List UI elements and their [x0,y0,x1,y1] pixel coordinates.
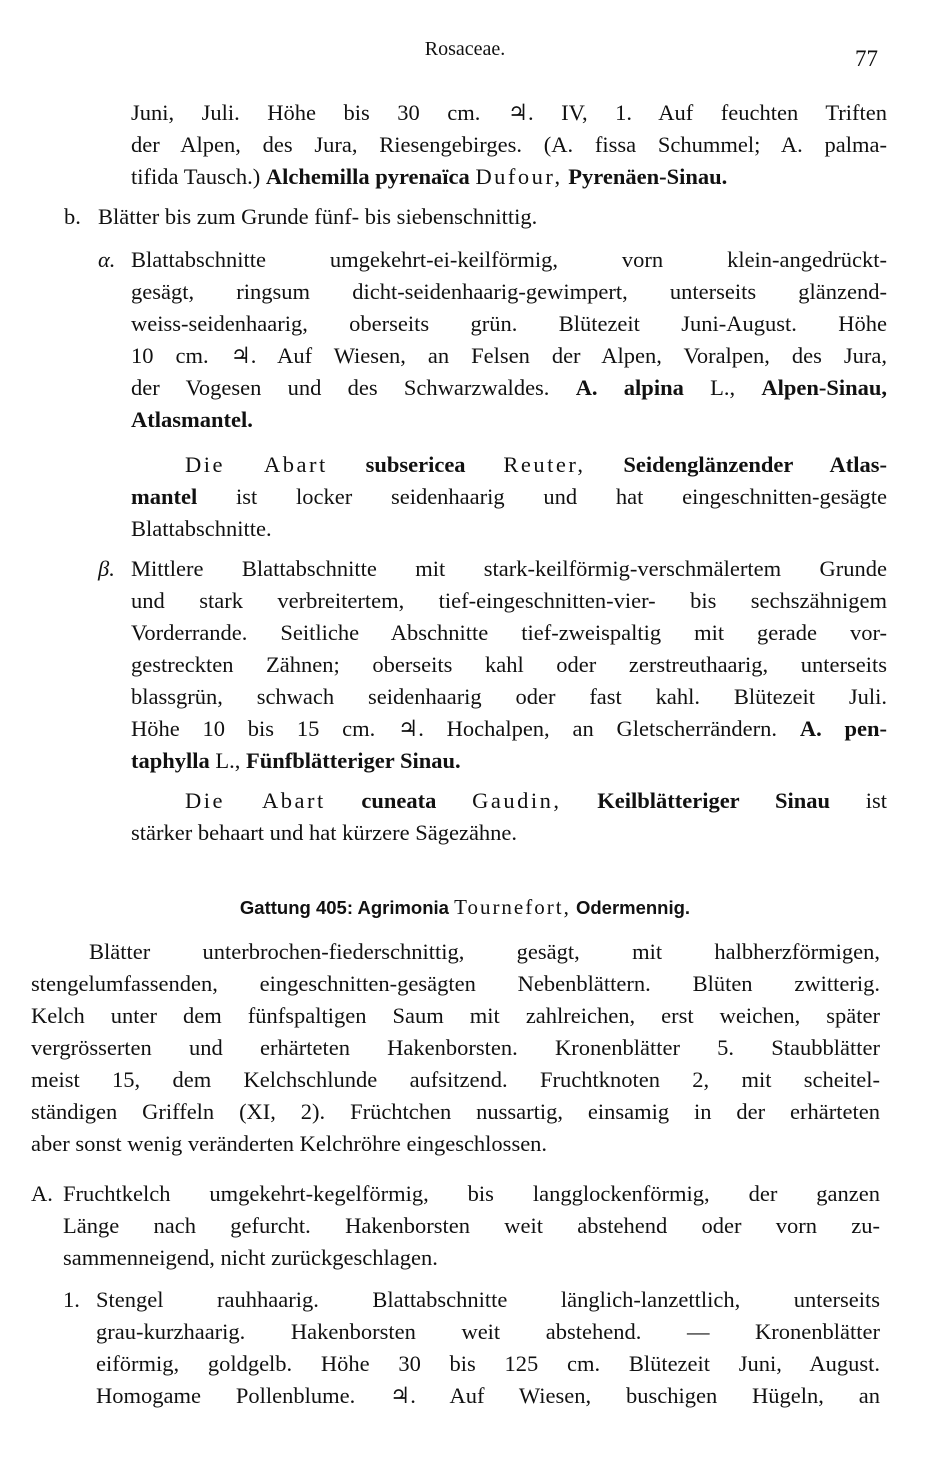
item-marker-b: b. [64,204,81,229]
text-line: Mittlere Blattabschnitte mit stark-keilförmig-verschmälertem Grunde [131,556,887,581]
text-line: taphylla L., Fünfblätteriger Sinau. [131,748,461,773]
common-name: Alpen-Sinau, [761,375,888,400]
text-line: weiss-seidenhaarig, oberseits grün. Blütezeit Juni-August. Höhe [131,311,887,336]
species-name: A. pen- [799,716,887,741]
text-line: Homogame Pollenblume. ♃. Auf Wiesen, buschigen Hügeln, an [96,1383,880,1408]
species-name: A. alpina [575,375,684,400]
text-line: Höhe 10 bis 15 cm. ♃. Hochalpen, an Gletscherrändern. A. pen- [131,716,887,741]
author-name: L., [710,375,736,400]
text-line: sammenneigend, nicht zurückgeschlagen. [63,1245,438,1270]
author-name: Dufour, [475,164,563,189]
text-line: tifida Tausch.) Alchemilla pyrenaïca Dufour, Pyrenäen-Sinau. [131,164,728,189]
common-name: Fünfblätteriger Sinau. [246,748,461,773]
genus-author: Tournefort, [454,895,571,919]
common-name: Atlasmantel. [131,407,253,432]
text-line: gestreckten Zähnen; oberseits kahl oder zerstreuthaarig, unterseits [131,652,887,677]
common-name: Seidenglänzender Atlas- [623,452,887,477]
item-marker-1: 1. [63,1287,80,1312]
text-line: Kelch unter dem fünfspaltigen Saum mit zahlreichen, erst weichen, später [31,1003,880,1028]
common-name: Pyrenäen-Sinau. [568,164,728,189]
genus-description [31,936,880,1160]
text-line: meist 15, dem Kelchschlunde aufsitzend. Fruchtknoten 2, mit scheitel- [31,1067,880,1092]
text-line: Blattabschnitte. [131,516,272,541]
text-line: blassgrün, schwach seidenhaarig oder fast kahl. Blütezeit Juli. [131,684,887,709]
item-alpha-paragraph [131,244,887,436]
item-beta-paragraph [131,553,887,777]
text-line: und stark verbreitertem, tief-eingeschnitten-vier- bis sechszähnigem [131,588,887,613]
text-line: grau-kurzhaarig. Hakenborsten weit abstehend. — Kronenblätter [96,1319,880,1344]
text-line: ständigen Griffeln (XI, 2). Früchtchen nussartig, einsamig in der erhärteten [31,1099,880,1124]
text-line: Länge nach gefurcht. Hakenborsten weit abstehend oder vorn zu- [63,1213,880,1238]
text-line: stärker behaart und hat kürzere Sägezähne. [131,820,518,845]
genus-label: Gattung 405: [239,897,353,918]
text-line: 10 cm. ♃. Auf Wiesen, an Felsen der Alpen, Voralpen, des Jura, [131,343,887,368]
item-marker-alpha: α. [98,247,116,272]
text-line [131,404,887,436]
variety-name: cuneata [361,788,437,813]
running-head [0,38,930,71]
text-line: Blattabschnitte umgekehrt-ei-keilförmig, vorn klein-angedrückt- [131,247,887,272]
variety-paragraph [131,449,887,545]
text-line: der Alpen, des Jura, Riesengebirges. (A. fissa Schummel; A. palma- [131,132,887,157]
species-name: Alchemilla pyrenaïca [265,164,470,189]
author-name: L., [215,748,241,773]
text-line: Blätter unterbrochen-fiederschnittig, gesägt, mit halbherzförmigen, [89,939,880,964]
continuation-paragraph [131,97,887,193]
variety-name: subsericea [365,452,466,477]
section-marker-A: A. [31,1181,53,1206]
text-line: gesägt, ringsum dicht-seidenhaarig-gewimpert, unterseits glänzend- [131,279,887,304]
text-line: Vorderrande. Seitliche Abschnitte tief-zweispaltig mit gerade vor- [131,620,887,645]
text-line: der Vogesen und des Schwarzwaldes. A. alpina L., Alpen-Sinau, [131,375,888,400]
text-line: Die Abart subsericea Reuter, Seidenglänzender Atlas- [185,452,887,477]
genus-name: Agrimonia [357,897,449,918]
item-marker-beta: β. [98,556,115,581]
author-name: Gaudin, [472,788,562,813]
text-line: stengelumfassenden, eingeschnitten-gesägten Nebenblättern. Blüten zwitterig. [31,971,880,996]
section-A-paragraph [63,1178,880,1274]
text-line: Stengel rauhhaarig. Blattabschnitte länglich-lanzettlich, unterseits [96,1287,880,1312]
running-head-title: Rosaceae. [424,38,506,60]
item-b-paragraph [98,201,887,233]
variety-paragraph [131,785,887,849]
genus-common-name: Odermennig. [575,897,691,918]
genus-heading [0,895,930,920]
text-line: vergrösserten und erhärteten Hakenborsten. Kronenblätter 5. Staubblätter [31,1035,880,1060]
text-line: Fruchtkelch umgekehrt-kegelförmig, bis langglockenförmig, der ganzen [63,1181,880,1206]
text-line: eiförmig, goldgelb. Höhe 30 bis 125 cm. Blütezeit Juni, August. [96,1351,880,1376]
text-line: aber sonst wenig veränderten Kelchröhre eingeschlossen. [31,1131,548,1156]
common-name: Keilblätteriger Sinau [597,788,831,813]
text-line: Blätter bis zum Grunde fünf- bis siebenschnittig. [98,204,538,229]
text-line: Die Abart cuneata Gaudin, Keilblätteriger Sinau ist [185,788,888,813]
text-line: Juni, Juli. Höhe bis 30 cm. ♃. IV, 1. Auf feuchten Triften [131,100,887,125]
author-name: Reuter, [503,452,586,477]
page-number: 77 [855,46,878,71]
item-1-paragraph [96,1284,880,1412]
text-line: mantel ist locker seidenhaarig und hat eingeschnitten-gesägte [131,484,888,509]
